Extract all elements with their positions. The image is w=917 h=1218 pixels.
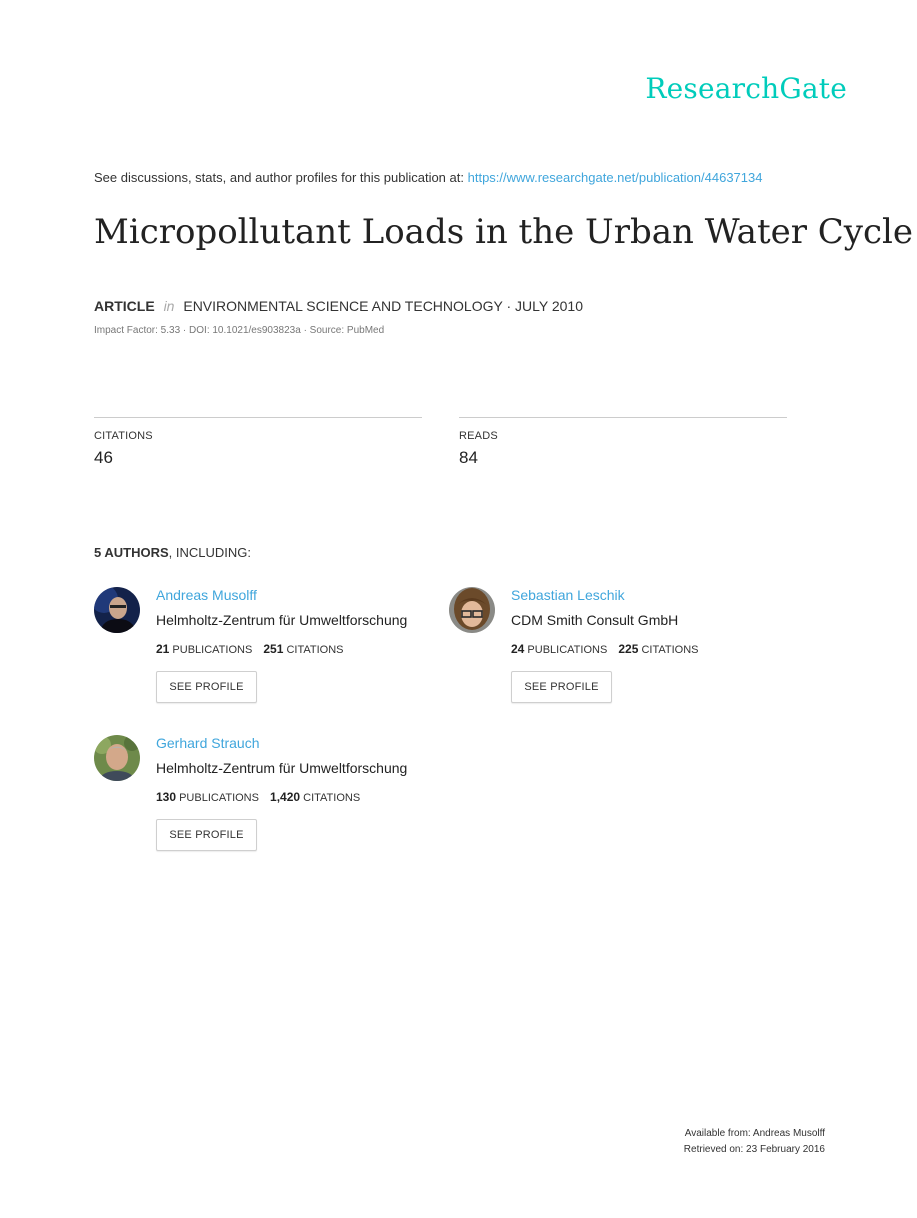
author-card <box>449 587 779 717</box>
author-institution: CDM Smith Consult GmbH <box>511 612 679 628</box>
authors-heading <box>94 545 251 560</box>
author-card <box>94 587 424 717</box>
publications-count: 21 <box>156 642 170 656</box>
see-profile-button[interactable]: SEE PROFILE <box>511 671 612 703</box>
author-counts <box>511 642 699 656</box>
authors-count: 5 AUTHORS <box>94 545 169 560</box>
citations-label: CITATIONS <box>641 644 699 656</box>
source-prefix: See discussions, stats, and author profiles for this publication at: <box>94 170 464 185</box>
citations-count: 251 <box>263 642 284 656</box>
author-card <box>94 735 424 865</box>
citations-label: CITATIONS <box>286 644 344 656</box>
reads-value: 84 <box>459 448 478 467</box>
citations-label: CITATIONS <box>303 792 361 804</box>
publications-label: PUBLICATIONS <box>172 644 253 656</box>
avatar[interactable] <box>449 587 495 633</box>
citations-count: 1,420 <box>270 790 301 804</box>
publications-label: PUBLICATIONS <box>179 792 259 804</box>
author-name[interactable]: Andreas Musolff <box>156 587 257 603</box>
author-institution: Helmholtz-Zentrum für Umweltforschung <box>156 612 408 628</box>
retrieved-on: Retrieved on: 23 February 2016 <box>683 1144 825 1155</box>
see-profile-button[interactable]: SEE PROFILE <box>156 671 257 703</box>
see-profile-button[interactable]: SEE PROFILE <box>156 819 257 851</box>
avatar[interactable] <box>94 587 140 633</box>
author-counts <box>156 790 360 804</box>
researchgate-logo[interactable]: ResearchGate <box>645 72 847 105</box>
author-name[interactable]: Sebastian Leschik <box>511 587 625 603</box>
citations-label: CITATIONS <box>94 430 153 442</box>
reads-stat <box>459 417 787 468</box>
reads-label: READS <box>459 430 498 442</box>
source-line <box>94 170 762 185</box>
article-meta-details: Impact Factor: 5.33 · DOI: 10.1021/es903823a · Source: PubMed <box>94 325 385 336</box>
journal-name: ENVIRONMENTAL SCIENCE AND TECHNOLOGY · JULY 2010 <box>183 298 583 314</box>
publications-count: 24 <box>511 642 525 656</box>
citations-value: 46 <box>94 448 113 467</box>
article-type: ARTICLE <box>94 298 155 314</box>
article-meta-line <box>94 298 583 314</box>
author-name[interactable]: Gerhard Strauch <box>156 735 260 751</box>
article-title: Micropollutant Loads in the Urban Water Cycle <box>94 212 914 252</box>
footer <box>684 1126 825 1158</box>
author-counts <box>156 642 344 656</box>
author-institution: Helmholtz-Zentrum für Umweltforschung <box>156 760 408 776</box>
citations-count: 225 <box>618 642 639 656</box>
publications-label: PUBLICATIONS <box>527 644 608 656</box>
avatar[interactable] <box>94 735 140 781</box>
in-word: in <box>163 298 175 314</box>
available-from: Available from: Andreas Musolff <box>684 1128 825 1139</box>
publication-link[interactable]: https://www.researchgate.net/publication/44637134 <box>467 170 763 185</box>
authors-suffix: , INCLUDING: <box>168 545 251 560</box>
publications-count: 130 <box>156 790 177 804</box>
citations-stat <box>94 417 422 468</box>
